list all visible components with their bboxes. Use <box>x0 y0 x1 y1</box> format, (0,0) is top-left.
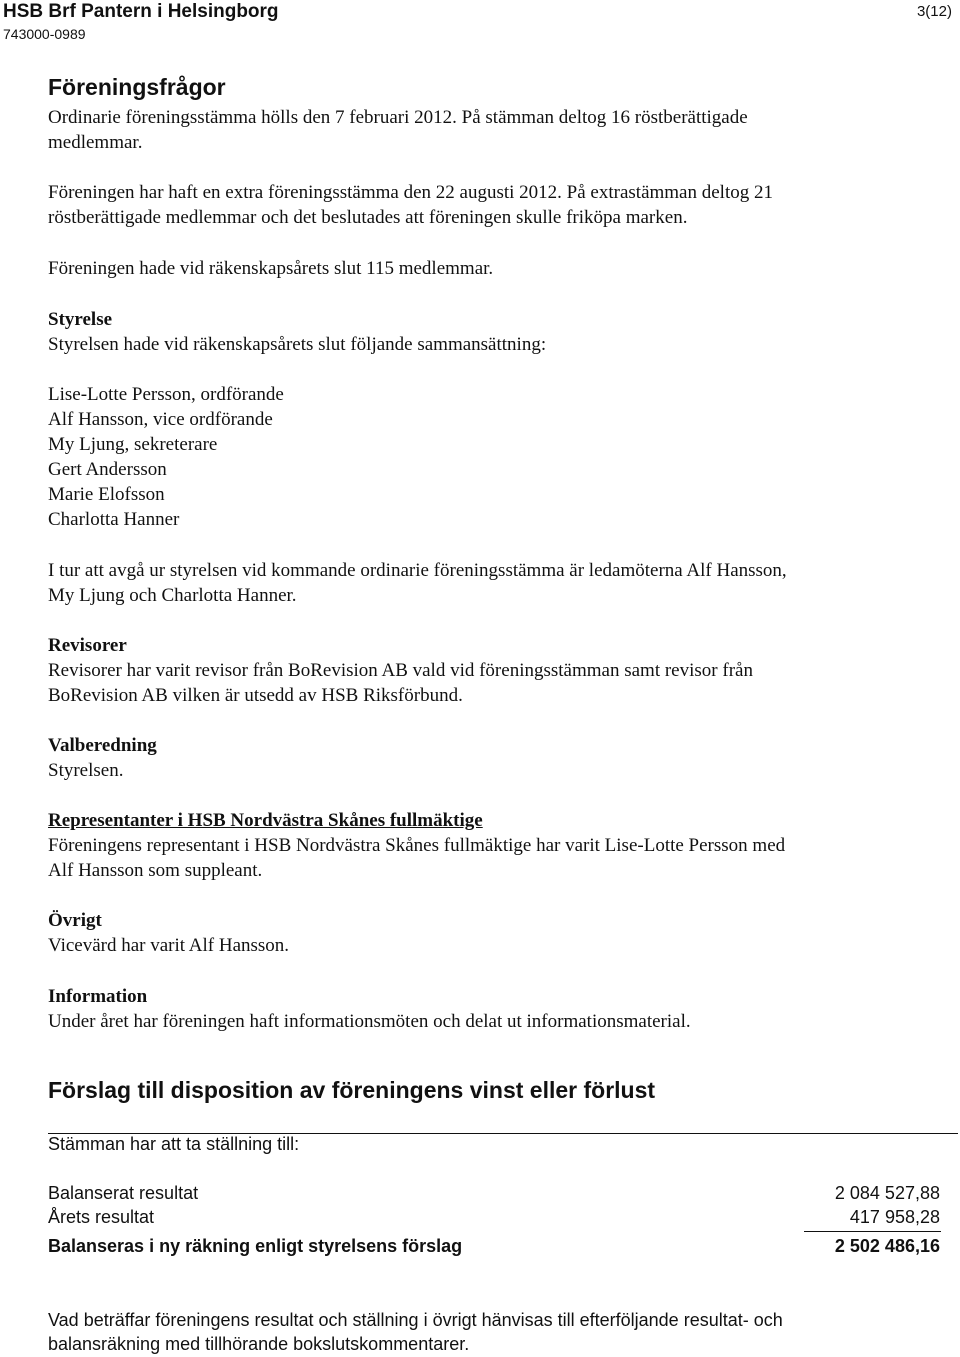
board-retire-line-2: My Ljung och Charlotta Hanner. <box>48 585 297 606</box>
nomination-committee-text: Styrelsen. <box>48 760 124 781</box>
closing-line-2: balansräkning med tillhörande bokslutskommentarer. <box>48 1334 470 1354</box>
page-number: 3(12) <box>916 3 952 20</box>
board-member: Gert Andersson <box>48 459 167 480</box>
heading-valberedning: Valberedning <box>48 735 157 756</box>
row-label-balanserat: Balanserat resultat <box>48 1183 199 1203</box>
extra-meeting-paragraph-line-1: Föreningen har haft en extra föreningsstämma den 22 augusti 2012. På extrastämman deltog 21 <box>48 182 773 203</box>
row-label-balanseras: Balanseras i ny räkning enligt styrelsens förslag <box>48 1236 463 1256</box>
sum-rule <box>804 1231 941 1232</box>
heading-revisorer: Revisorer <box>48 635 127 656</box>
heading-information: Information <box>48 986 148 1007</box>
representative-line-2: Alf Hansson som suppleant. <box>48 860 263 881</box>
representative-line-1: Föreningens representant i HSB Nordvästra Skånes fullmäktige har varit Lise-Lotte Persson med <box>48 835 786 856</box>
board-member: Charlotta Hanner <box>48 509 180 530</box>
other-text: Vicevärd har varit Alf Hansson. <box>48 935 290 956</box>
heading-styrelse: Styrelse <box>48 309 113 330</box>
board-member: Lise-Lotte Persson, ordförande <box>48 384 284 405</box>
row-value-balanseras: 2 502 486,16 <box>834 1236 940 1256</box>
members-count-paragraph: Föreningen hade vid räkenskapsårets slut 115 medlemmar. <box>48 258 494 279</box>
meeting-paragraph-line-2: medlemmar. <box>48 132 143 153</box>
row-value-balanserat: 2 084 527,88 <box>834 1183 940 1203</box>
organization-number: 743000-0989 <box>3 26 86 42</box>
closing-line-1: Vad beträffar föreningens resultat och ställning i övrigt hänvisas till efterföljande resultat- och <box>48 1310 783 1330</box>
auditors-line-2: BoRevision AB vilken är utsedd av HSB Riksförbund. <box>48 685 463 706</box>
information-text: Under året har föreningen haft informationsmöten och delat ut informationsmaterial. <box>48 1011 691 1032</box>
organization-name: HSB Brf Pantern i Helsingborg <box>3 1 279 22</box>
extra-meeting-paragraph-line-2: röstberättigade medlemmar och det beslutades att föreningen skulle friköpa marken. <box>48 207 688 228</box>
disposition-intro: Stämman har att ta ställning till: <box>48 1134 300 1154</box>
board-member: Alf Hansson, vice ordförande <box>48 409 273 430</box>
section-title-disposition: Förslag till disposition av föreningens vinst eller förlust <box>48 1077 656 1103</box>
meeting-paragraph-line-1: Ordinarie föreningsstämma hölls den 7 februari 2012. På stämman deltog 16 röstberättigade <box>48 107 748 128</box>
board-intro: Styrelsen hade vid räkenskapsårets slut följande sammansättning: <box>48 334 547 355</box>
board-retire-line-1: I tur att avgå ur styrelsen vid kommande ordinarie föreningsstämma är ledamöterna Alf Hansson, <box>48 560 787 581</box>
board-member: Marie Elofsson <box>48 484 165 505</box>
intro-rule <box>48 1133 958 1134</box>
auditors-line-1: Revisorer har varit revisor från BoRevision AB vald vid föreningsstämman samt revisor från <box>48 660 753 681</box>
row-value-arets-resultat: 417 958,28 <box>849 1207 940 1227</box>
section-title-foreningsfragor: Föreningsfrågor <box>48 74 226 100</box>
board-member: My Ljung, sekreterare <box>48 434 218 455</box>
row-label-arets-resultat: Årets resultat <box>48 1207 155 1227</box>
heading-ovrigt: Övrigt <box>48 910 102 931</box>
heading-representanter: Representanter i HSB Nordvästra Skånes fullmäktige <box>48 810 483 831</box>
